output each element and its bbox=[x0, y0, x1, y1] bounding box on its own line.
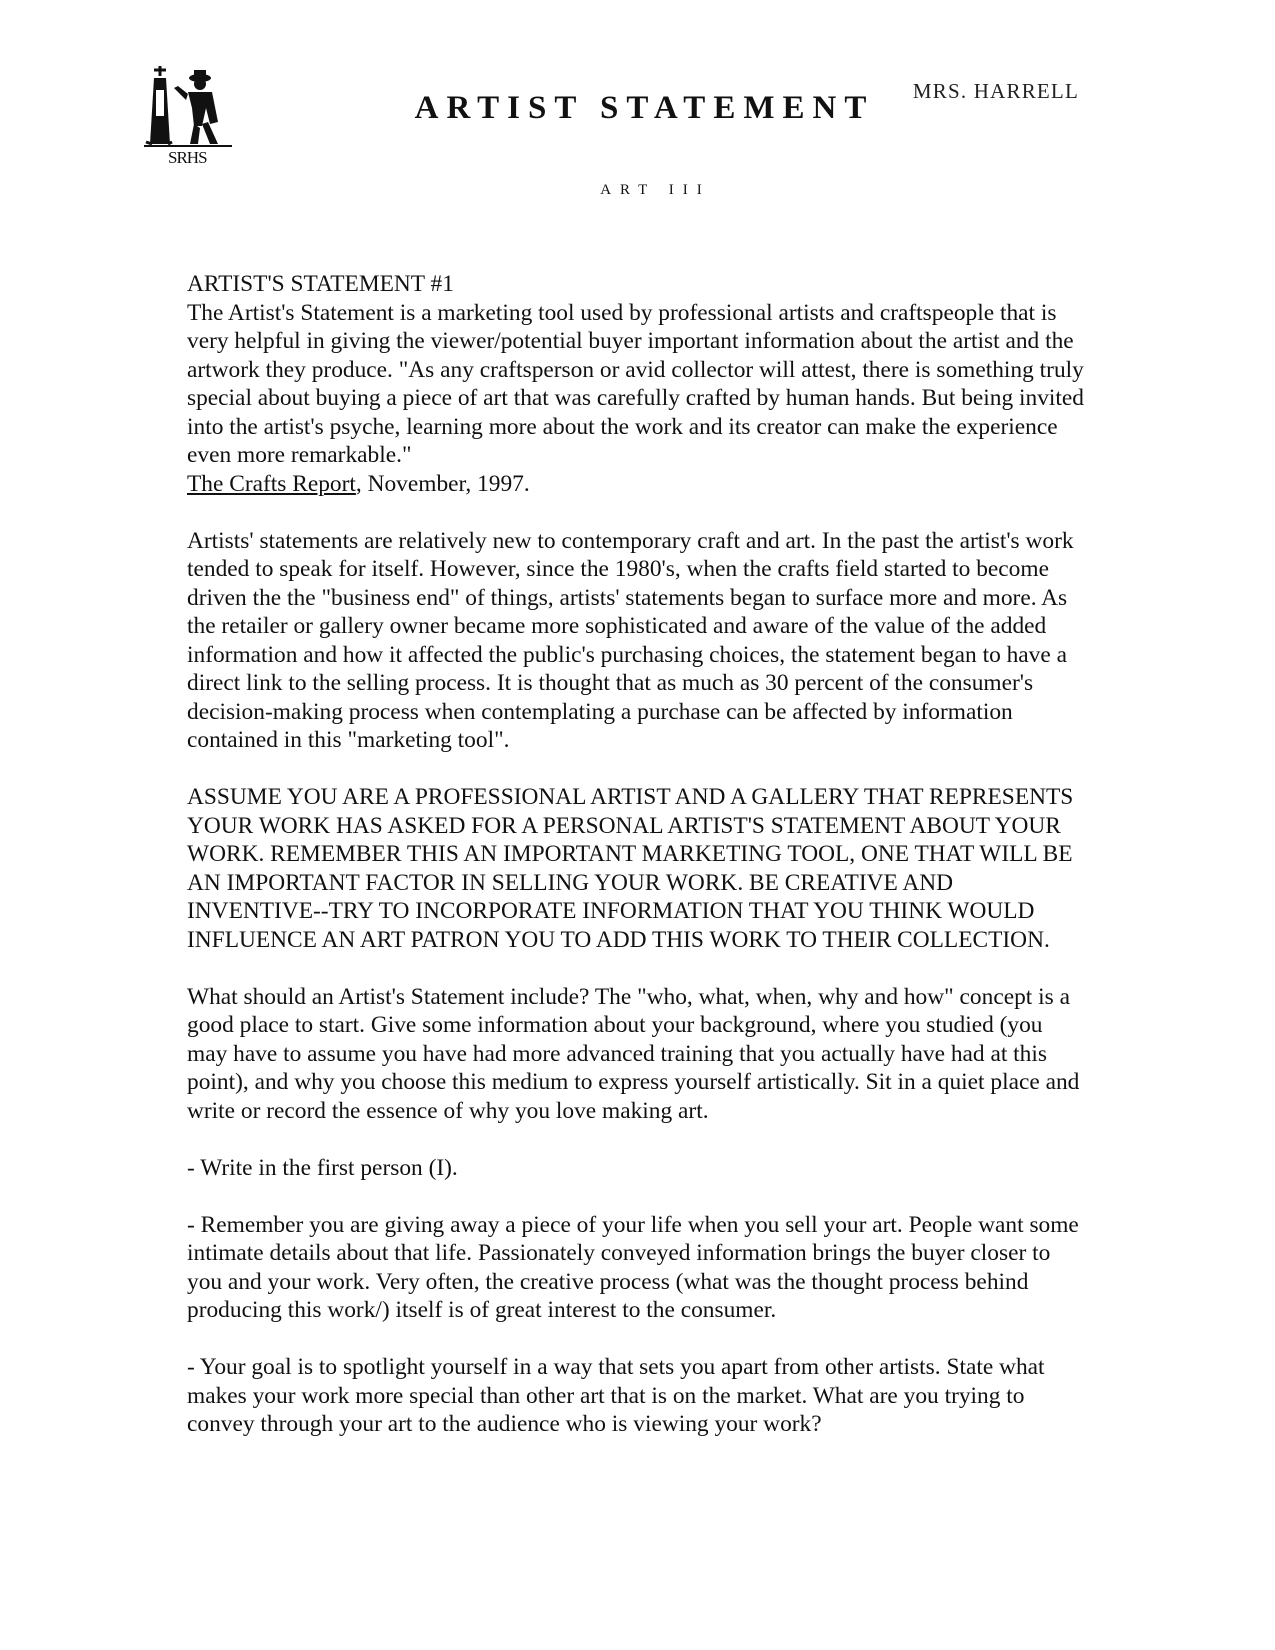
page-title: ARTIST STATEMENT bbox=[414, 90, 875, 126]
document-body bbox=[187, 270, 1087, 1467]
intro-paragraph: The Artist's Statement is a marketing tool used by professional artists and craftspeople that is very helpful in giving the viewer/potential buyer important information about the artist and the artwork they produce. "As any craftsperson or avid collector will attest, there is something truly special about buying a piece of art that was carefully crafted by human hands. But being invited into the artist's psyche, learning more about the work and its creator can make the experience even more remarkable." bbox=[187, 299, 1084, 468]
citation-source: The Crafts Report bbox=[187, 470, 356, 497]
tip-goal: - Your goal is to spotlight yourself in a way that sets you apart from other artists. State what makes your work more special than other art that is on the market. What are you trying to convey through your art to the audience who is viewing your work? bbox=[187, 1354, 1045, 1437]
tip-life: - Remember you are giving away a piece of your life when you sell your art. People want some intimate details about that life. Passionately conveyed information brings the buyer closer to you and your work. Very often, the creative process (what was the thought process behind producing this work/) itself is of great interest to the consumer. bbox=[187, 1211, 1079, 1323]
citation-date: , November, 1997. bbox=[355, 470, 530, 497]
logo-text: SRHS bbox=[168, 148, 207, 167]
assignment-paragraph: ASSUME YOU ARE A PROFESSIONAL ARTIST AND A GALLERY THAT REPRESENTS YOUR WORK HAS ASKED FOR A PERSONAL ARTIST'S STATEMENT ABOUT YOUR WORK. REMEMBER THIS AN IMPORTANT MARKETING TOOL, ONE THAT WILL BE AN IMPORTANT FACTOR IN SELLING YOUR WORK. BE CREATIVE AND INVENTIVE--TRY TO INCORPORATE INFORMATION THAT YOU THINK WOULD INFLUENCE AN ART PATRON YOU TO ADD THIS WORK TO THEIR COLLECTION. bbox=[187, 784, 1074, 953]
page-subtitle: ART III bbox=[600, 182, 711, 198]
section-heading: ARTIST'S STATEMENT #1 bbox=[187, 271, 454, 297]
tip-first-person: - Write in the first person (I). bbox=[187, 1154, 458, 1181]
history-paragraph: Artists' statements are relatively new to contemporary craft and art. In the past the artist's work tended to speak for itself. However, since the 1980's, when the crafts field started to become driven the the "business end" of things, artists' statements began to surface more and more. As the retailer or gallery owner became more sophisticated and aware of the value of the added information and how it affected the public's purchasing choices, the statement began to have a direct link to the selling process. It is thought that as much as 30 percent of the consumer's decision-making process when contemplating a purchase can be affected by information contained in this "marketing tool". bbox=[187, 527, 1074, 753]
teacher-name: MRS. HARRELL bbox=[912, 79, 1079, 103]
citation bbox=[187, 470, 1087, 499]
include-paragraph: What should an Artist's Statement include? The "who, what, when, why and how" concept is a good place to start. Give some information about your background, where you studied (you may have to assume you have had more advanced training that you actually have had at this point), and why you choose this medium to express yourself artistically. Sit in a quiet place and write or record the essence of why you love making art. bbox=[187, 983, 1080, 1124]
